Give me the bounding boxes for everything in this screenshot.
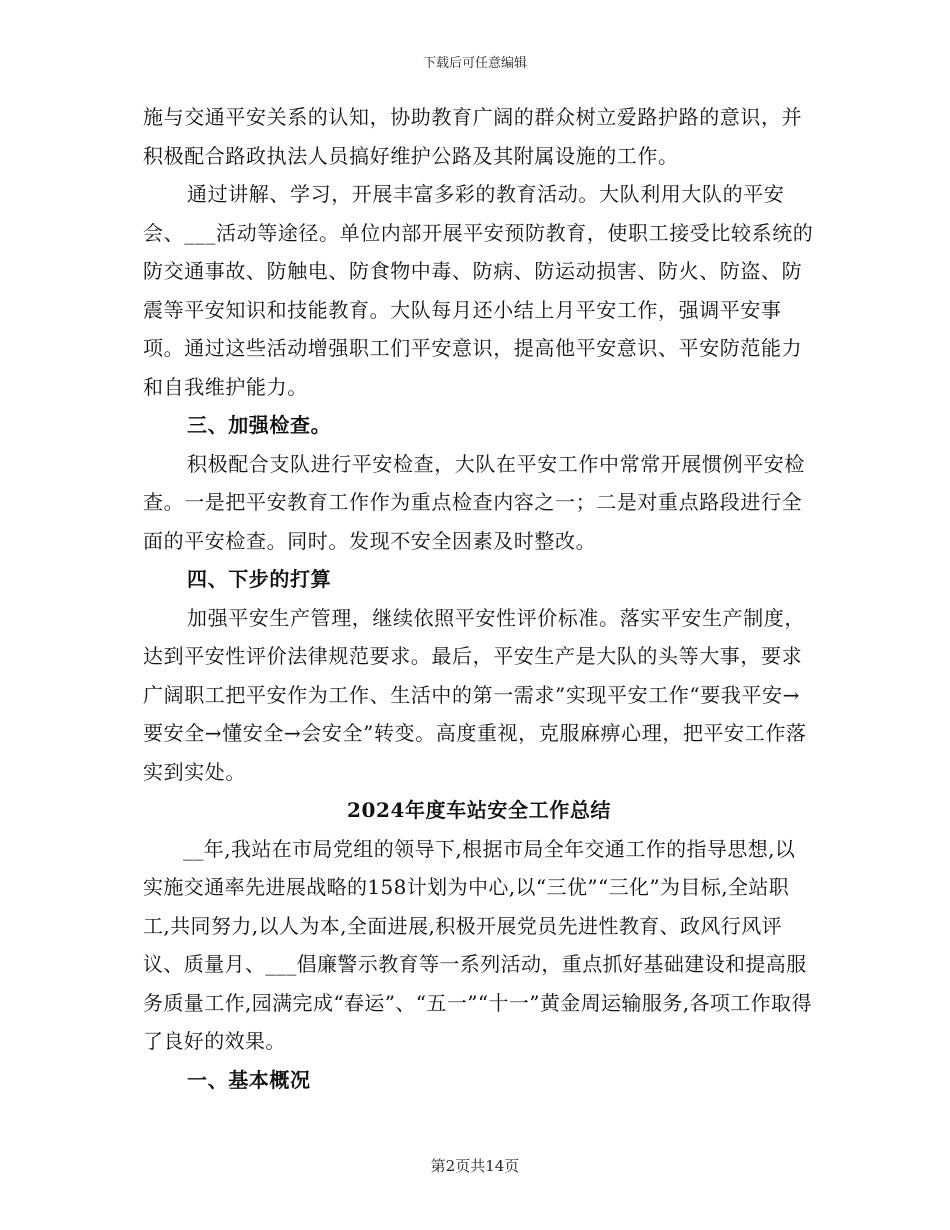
document-title: 2024年度车站安全工作总结 xyxy=(346,798,612,822)
paragraph-continuation: 施与交通平安关系的认知，协助教育广阔的群众树立爱路护路的意识，并积极配合路政执法人员搞好维护公路及其附属设施的工作。 xyxy=(143,105,803,168)
paragraph-inspection: 积极配合支队进行平安检查，大队在平安工作中常常开展惯例平安检查。一是把平安教育工作作为重点检查内容之一；二是对重点路段进行全面的平安检查。同时。发现不安全因素及时整改。 xyxy=(143,451,805,553)
section-heading-next-plan: 四、下步的打算 xyxy=(187,567,332,591)
document-body xyxy=(143,98,815,1099)
paragraph-next-plan: 加强平安生产管理，继续依照平安性评价标准。落实平安生产制度，达到平安性评价法律规范要求。最后，平安生产是大队的头等大事，要求广阔职工把平安作为工作、生活中的第一需求”实现平安工作“要我平安→要安全→懂安全→会安全”转变。高度重视，克服麻痹心理，把平安工作落实到实处。 xyxy=(143,605,807,784)
page-number: 第2页共14页 xyxy=(430,1157,520,1175)
section-heading-basic-overview: 一、基本概况 xyxy=(187,1067,311,1092)
paragraph-education-activities: 通过讲解、学习，开展丰富多彩的教育活动。大队利用大队的平安会、___活动等途径。单位内部开展平安预防教育，使职工接受比较系统的防交通事故、防触电、防食物中毒、防病、防运动损害、防火、防盗、防震等平安知识和技能教育。大队每月还小结上月平安工作，强调平安事项。通过这些活动增强职工们平安意识，提高他平安意识、平安防范能力和自我维护能力。 xyxy=(143,182,814,399)
paragraph-station-summary: __年,我站在市局党组的领导下,根据市局全年交通工作的指导思想,以实施交通率先进展战略的158计划为中心,以“三优”“三化”为目标,全站职工,共同努力,以人为本,全面进展,积极开展党员先进性教育、政风行风评议、质量月、___倡廉警示教育等一系列活动，重点抓好基础建设和提高服务质量工作,园满完成“春运”、“五一”“十一”黄金周运输服务,各项工作取得了良好的效果。 xyxy=(143,836,812,1053)
section-heading-inspection: 三、加强检查。 xyxy=(187,413,332,437)
page-header-note: 下载后可任意编辑 xyxy=(422,56,527,71)
